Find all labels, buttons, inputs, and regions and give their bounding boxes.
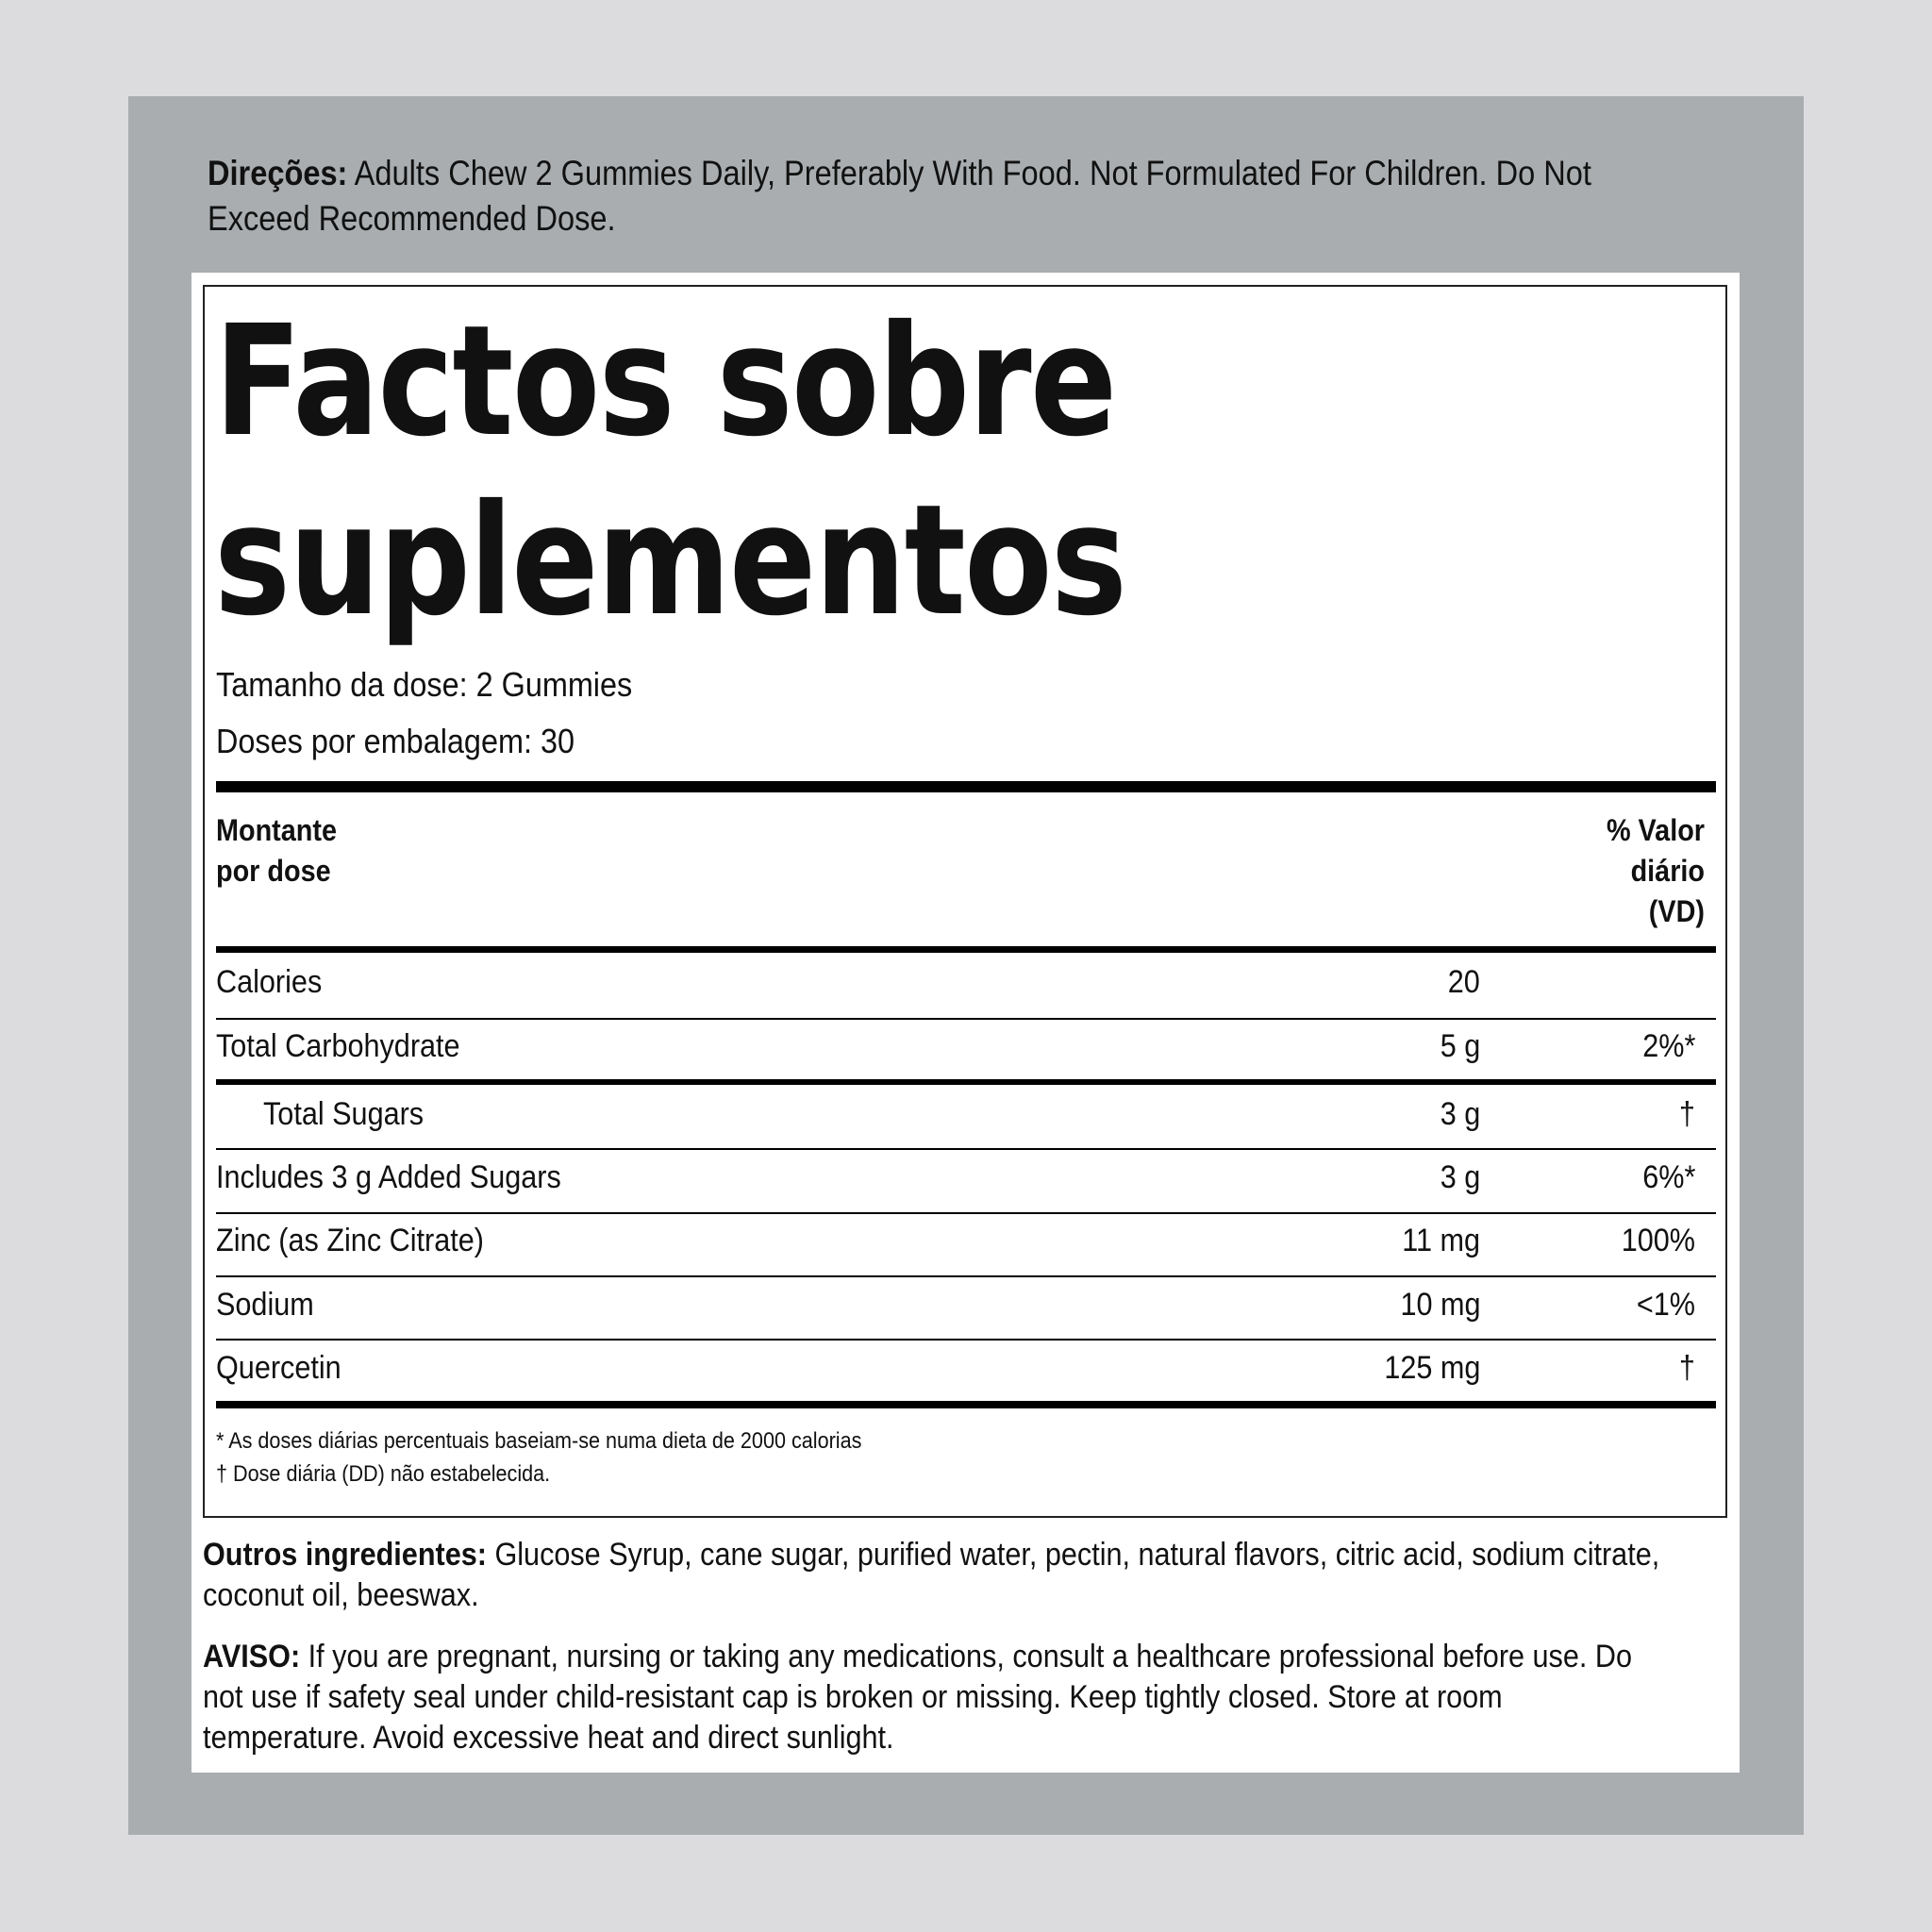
- row-divider: [216, 1275, 1716, 1277]
- header-right-line2: diário: [1630, 854, 1705, 888]
- header-left-line1: Montante: [216, 813, 337, 847]
- row-divider: [216, 1212, 1716, 1214]
- header-divider: [216, 946, 1716, 953]
- other-ingredients: [203, 1535, 1663, 1616]
- row-amount: 3 g: [1440, 1159, 1480, 1195]
- row-amount: 11 mg: [1402, 1223, 1480, 1258]
- footnote-not-established: † Dose diária (DD) não estabelecida.: [216, 1461, 551, 1487]
- row-name: Calories: [216, 964, 323, 1000]
- row-amount: 20: [1447, 964, 1480, 1000]
- serving-size: Tamanho da dose: 2 Gummies: [216, 665, 633, 704]
- row-name: Sodium: [216, 1287, 314, 1323]
- servings-per-container: Doses por embalagem: 30: [216, 722, 575, 760]
- row-amount: 10 mg: [1399, 1287, 1480, 1323]
- row-dv: 6%*: [1641, 1159, 1695, 1195]
- thick-divider: [216, 781, 1716, 792]
- amount-per-serving-header: [216, 810, 471, 891]
- row-divider: [216, 1339, 1716, 1341]
- row-amount: 3 g: [1440, 1096, 1480, 1132]
- row-divider-thick: [216, 1079, 1716, 1085]
- row-name: Includes 3 g Added Sugars: [216, 1159, 561, 1195]
- row-dv: <1%: [1636, 1287, 1695, 1323]
- facts-title-line1: Factos sobre: [214, 293, 1116, 471]
- other-ingredients-label: Outros ingredientes:: [203, 1537, 487, 1573]
- supplement-facts-panel: [203, 285, 1727, 1518]
- other-ingredients-text: Glucose Syrup, cane sugar, purified water, pectin, natural flavors, citric acid, sodium citrate, coconut oil, beeswax.: [203, 1537, 1660, 1613]
- warning-text: If you are pregnant, nursing or taking any medications, consult a healthcare professional before use. Do not use if safety seal under child-resistant cap is broken or missing. Keep tightly closed. Store at room temperature. Avoid excessive heat and direct sunlight.: [203, 1639, 1632, 1756]
- row-amount: 5 g: [1440, 1028, 1480, 1064]
- row-dv: 100%: [1621, 1223, 1695, 1258]
- directions-label: Direções:: [208, 154, 348, 192]
- bottom-thick-divider: [216, 1401, 1716, 1408]
- warning: [203, 1637, 1663, 1758]
- row-dv: †: [1678, 1096, 1695, 1132]
- header-right-line3: (VD): [1648, 894, 1705, 928]
- facts-title-line2: suplementos: [214, 473, 1126, 650]
- row-name: Total Sugars: [263, 1096, 425, 1132]
- supplement-label-panel: [128, 96, 1804, 1835]
- row-divider: [216, 1018, 1716, 1020]
- daily-value-header: [1535, 810, 1705, 932]
- directions-body: Adults Chew 2 Gummies Daily, Preferably With Food. Not Formulated For Children. Do Not Exceed Recommended Dose.: [208, 154, 1591, 238]
- row-divider: [216, 1148, 1716, 1150]
- directions-text: [208, 151, 1677, 242]
- facts-white-box: [192, 273, 1740, 1773]
- row-dv: †: [1678, 1350, 1695, 1386]
- row-dv: 2%*: [1641, 1028, 1695, 1064]
- header-left-line2: por dose: [216, 854, 331, 888]
- facts-title: [214, 292, 1324, 651]
- row-name: Zinc (as Zinc Citrate): [216, 1223, 484, 1258]
- row-name: Quercetin: [216, 1350, 341, 1386]
- row-name: Total Carbohydrate: [216, 1028, 460, 1064]
- warning-label: AVISO:: [203, 1639, 301, 1674]
- header-right-line1: % Valor: [1606, 813, 1705, 847]
- row-amount: 125 mg: [1383, 1350, 1480, 1386]
- footnote-daily-value: * As doses diárias percentuais baseiam-se numa dieta de 2000 calorias: [216, 1428, 862, 1454]
